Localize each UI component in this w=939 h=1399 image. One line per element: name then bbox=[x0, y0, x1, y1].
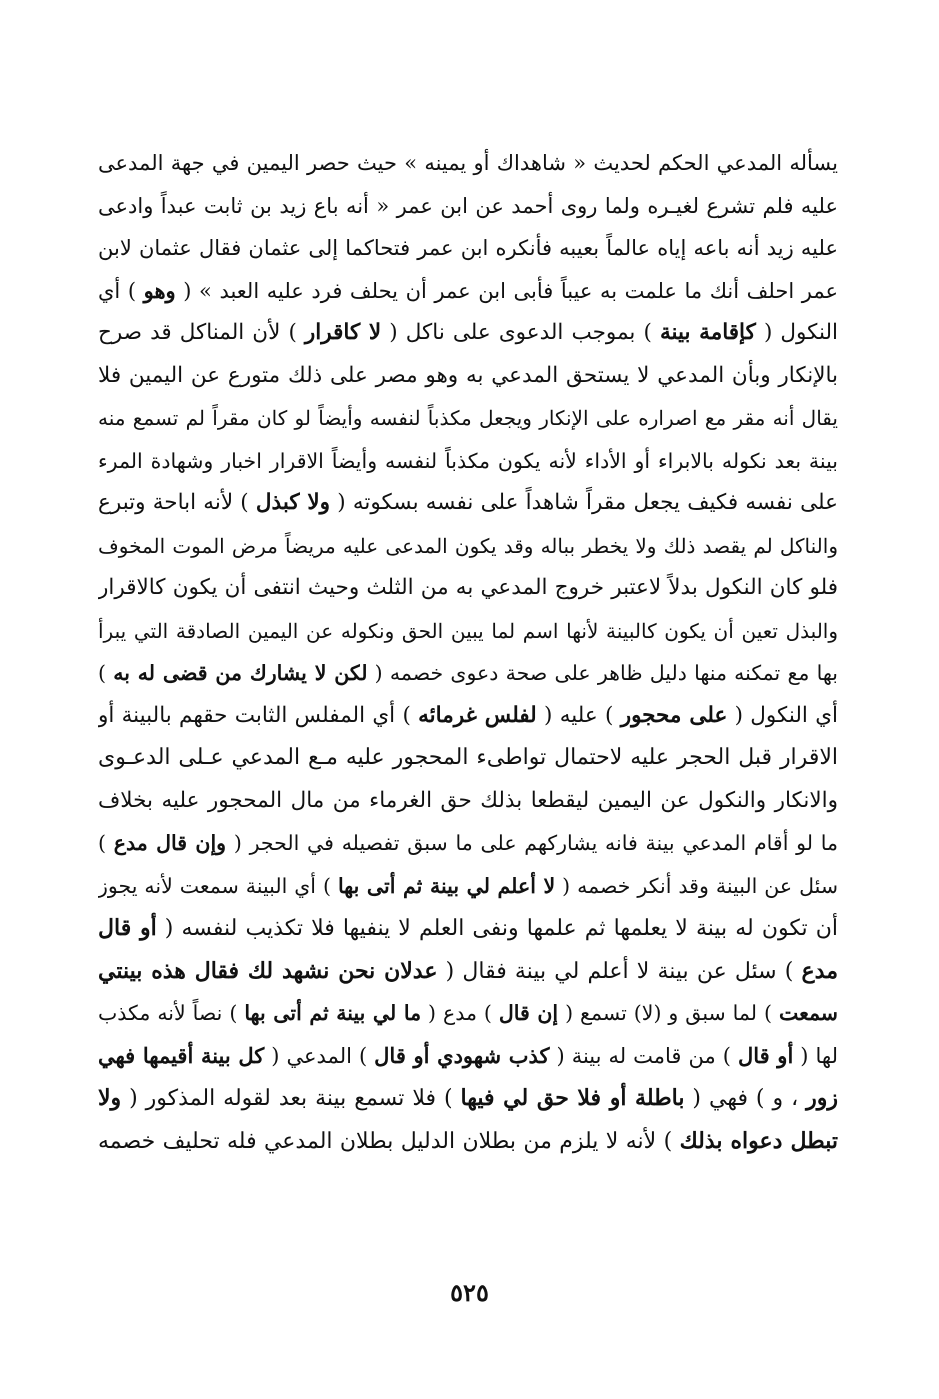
text-segment: ما لو أقام المدعي بينة فانه يشاركهم على ما سبق تفصيله في الحجر ( bbox=[226, 831, 838, 855]
text-segment: النكول ( bbox=[755, 320, 838, 345]
text-line bbox=[98, 695, 838, 738]
text-line bbox=[98, 440, 838, 483]
bold-text-segment: زور bbox=[806, 1085, 838, 1111]
text-line bbox=[98, 780, 838, 823]
text-line bbox=[98, 397, 838, 440]
text-segment: عليه زيد أنه باعه إياه عالماً بعيبه فأنكره ابن عمر فتحاكما إلى عثمان فقال عثمان لابن bbox=[98, 236, 838, 260]
bold-text-segment: لفلس غرمائه bbox=[418, 702, 537, 728]
body-text bbox=[98, 142, 838, 1162]
text-segment: يقال أنه مقر مع اصراره على الإنكار ويجعل مكذباً لنفسه وأيضاً لو كان مقراً لم تسمع منه bbox=[98, 406, 838, 430]
page-number: ٥٢٥ bbox=[450, 1278, 489, 1307]
text-segment: ) فلا تسمع بينة بعد لقوله المذكور ( bbox=[121, 1086, 461, 1111]
text-segment: بها مع تمكنه منها دليل ظاهر على صحة دعوى خصمه ( bbox=[367, 661, 838, 685]
text-segment: ) عليه ( bbox=[536, 702, 621, 728]
bold-text-segment: ولا bbox=[98, 1085, 122, 1111]
text-segment: بينة بعد نكوله بالابراء أو الأداء لأنه يكون مكذباً لنفسه وأيضاً الاقرار اخبار وشهادة المرء bbox=[98, 448, 838, 473]
text-line bbox=[98, 737, 838, 780]
text-segment: ) لأنه لا يلزم من بطلان الدليل بطلان المدعي فله تحليف خصمه bbox=[98, 1128, 680, 1154]
text-segment: لها ( bbox=[793, 1043, 838, 1068]
text-segment: ، و ) فهي ( bbox=[684, 1086, 807, 1111]
text-line bbox=[98, 992, 838, 1035]
text-line bbox=[98, 355, 838, 398]
bold-text-segment: كل بينة أقيمها فهي bbox=[98, 1042, 265, 1068]
text-line bbox=[98, 482, 838, 525]
text-line bbox=[98, 1077, 838, 1120]
text-segment: ) bbox=[98, 661, 114, 685]
text-line bbox=[98, 1120, 838, 1163]
text-segment: سئل عن البينة وقد أنكر خصمه ( bbox=[555, 873, 838, 898]
text-line bbox=[98, 907, 838, 950]
text-line bbox=[98, 865, 838, 908]
text-segment: ) لأن المناكل قد صرح bbox=[98, 320, 305, 345]
text-segment: بالإنكار وبأن المدعي لا يستحق المدعي به وهو مصر على ذلك متورع عن اليمين فلا bbox=[98, 362, 838, 388]
text-segment: ) نصاً لأنه مكذب bbox=[98, 1001, 245, 1025]
text-segment: على نفسه فكيف يجعل مقراً شاهداً على نفسه بسكوته ( bbox=[330, 490, 838, 515]
bold-text-segment: ما لي بينة ثم أتى بها bbox=[244, 1001, 422, 1025]
bold-text-segment: أو قال bbox=[98, 915, 157, 941]
bold-text-segment: لكن لا يشارك من قضى له به bbox=[113, 661, 368, 685]
text-segment: والبذل تعين أن يكون كالبينة لأنها اسم لما يبين الحق ونكوله عن اليمين الصادقة التي يبرأ bbox=[98, 618, 838, 643]
bold-text-segment: وإن قال مدع bbox=[113, 831, 227, 855]
bold-text-segment: لا كاقرار bbox=[304, 320, 382, 345]
bold-text-segment: أو قال bbox=[737, 1042, 794, 1068]
text-segment: ) من قامت له بينة ( bbox=[549, 1043, 738, 1068]
text-segment: عليه فلم تشرع لغيـره ولما روى أحمد عن ابن عمر « أنه باع زيد بن ثابت عبداً وادعى bbox=[98, 193, 838, 218]
bold-text-segment: باطلة أو فلا حق لي فيها bbox=[460, 1085, 685, 1111]
text-segment: ) أي المفلس الثابت حقهم بالبينة أو bbox=[98, 702, 419, 728]
bold-text-segment: تبطل دعواه بذلك bbox=[679, 1127, 838, 1154]
text-line bbox=[98, 312, 838, 355]
text-segment: ) بموجب الدعوى على ناكل ( bbox=[381, 320, 660, 345]
text-line bbox=[98, 525, 838, 568]
text-segment: والناكل لم يقصد ذلك ولا يخطر بباله وقد يكون المدعى عليه مريضاً مرض الموت المخوف bbox=[98, 533, 838, 558]
bold-text-segment: على محجور bbox=[620, 702, 728, 728]
text-line bbox=[98, 610, 838, 653]
text-segment: ) أي bbox=[98, 278, 144, 303]
bold-text-segment: سمعت bbox=[778, 1001, 838, 1025]
text-segment: ) لأنه اباحة وتبرع bbox=[98, 490, 256, 515]
text-segment: والانكار والنكول عن اليمين ليقطعا بذلك حق الغرماء من مال المحجور عليه بخلاف bbox=[98, 787, 838, 813]
text-segment: يسأله المدعي الحكم لحديث « شاهداك أو يمينه » حيث حصر اليمين في جهة المدعى bbox=[98, 151, 838, 175]
bold-text-segment: وهو bbox=[143, 277, 176, 303]
text-segment: ) لما سبق و (لا) تسمع ( bbox=[558, 1001, 779, 1025]
text-line bbox=[98, 652, 838, 695]
text-line bbox=[98, 822, 838, 865]
text-segment: أي النكول ( bbox=[727, 702, 838, 728]
text-line bbox=[98, 270, 838, 313]
text-segment: أن تكون له بينة لا يعلمها ثم علمها ونفى العلم لا ينفيها فلا تكذيب لنفسه ( bbox=[156, 916, 838, 941]
text-line bbox=[98, 227, 838, 270]
bold-text-segment: مدع bbox=[801, 957, 838, 984]
bold-text-segment: كإقامة بينة bbox=[659, 320, 756, 345]
text-segment: فلو كان النكول بدلاً لاعتبر خروج المدعي به من الثلث وحيث انتفى أن يكون كالاقرار bbox=[98, 575, 838, 600]
bold-text-segment: ولا كبذل bbox=[255, 490, 331, 515]
text-segment: الاقرار قبل الحجر عليه لاحتمال تواطىء المحجور عليه مـع المدعي عـلى الدعـوى bbox=[98, 745, 838, 770]
bold-text-segment: لا أعلم لي بينة ثم أتى بها bbox=[337, 873, 556, 898]
text-segment: ) أي البينة سمعت لأنه يجوز bbox=[98, 873, 338, 898]
text-line bbox=[98, 1035, 838, 1078]
text-segment: ) مدع ( bbox=[421, 1001, 499, 1025]
text-segment: ) bbox=[98, 831, 114, 855]
text-line bbox=[98, 567, 838, 610]
text-segment: ) سئل عن بينة لا أعلم لي بينة فقال ( bbox=[437, 958, 802, 984]
bold-text-segment: إن قال bbox=[498, 1001, 559, 1025]
text-line bbox=[98, 142, 838, 185]
text-line bbox=[98, 185, 838, 228]
text-segment: ) المدعي ( bbox=[264, 1043, 375, 1068]
text-segment: عمر احلف أنك ما علمت به عيباً فأبى ابن عمر أن يحلف فرد عليه العبد » ( bbox=[175, 278, 838, 303]
bold-text-segment: كذب شهودي أو قال bbox=[374, 1042, 550, 1068]
bold-text-segment: عدلان نحن نشهد لك فقال هذه بينتي bbox=[98, 957, 438, 984]
text-line bbox=[98, 950, 838, 993]
